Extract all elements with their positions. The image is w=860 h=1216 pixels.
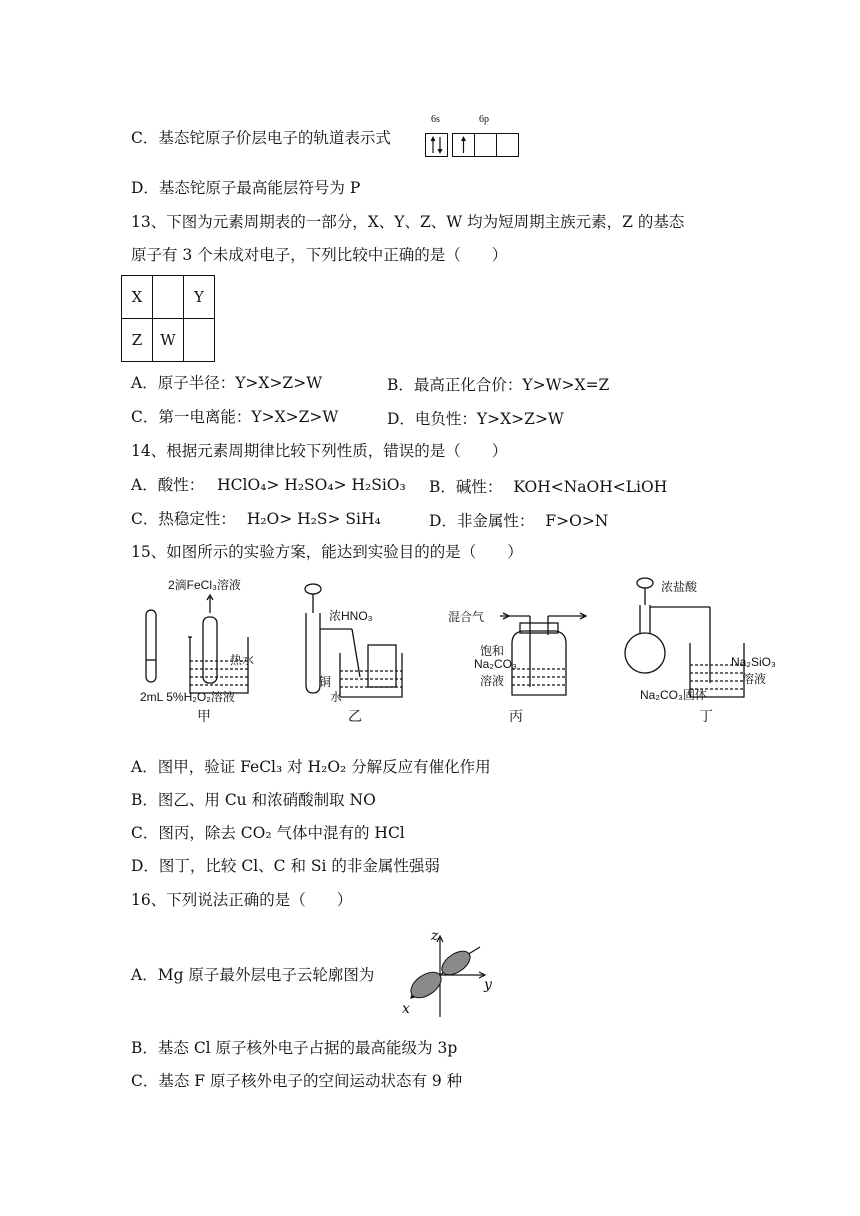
q14-c-label: C．热稳定性：: [131, 510, 236, 528]
fig-bing-sol1: 饱和: [480, 644, 505, 658]
axis-label-z: z: [431, 928, 439, 944]
q14-c-formula: H₂O> H₂S> SiH₄: [246, 510, 381, 528]
q14-option-d: [429, 509, 608, 531]
fig-ding-solid: Na₂CO₃固体: [640, 688, 707, 702]
q14-option-c: [131, 509, 381, 529]
cell-x: X: [122, 276, 153, 319]
cell-w: W: [153, 319, 184, 362]
q13-option-c: C．第一电离能：Y>X>Z>W: [131, 408, 339, 426]
fig-jia-reagent: 2滴FeCl₃溶液: [168, 578, 241, 592]
q14-option-b: [429, 475, 667, 497]
q14-a-label: A．酸性：: [131, 476, 205, 494]
q16-option-c: C．基态 F 原子核外电子的空间运动状态有 9 种: [131, 1072, 463, 1090]
q15-option-b: B．图乙、用 Cu 和浓硝酸制取 NO: [131, 791, 376, 809]
q15-stem: 15、如图所示的实验方案，能达到实验目的的是（ ）: [131, 543, 523, 561]
fig-ding-name: 丁: [699, 708, 713, 724]
fig-jia-hot-water: 热水: [230, 653, 255, 667]
p-orbital-diagram: [398, 925, 498, 1025]
q14-b-formula: KOH<NaOH<LiOH: [513, 478, 668, 496]
q14-a-formula: HClO₄> H₂SO₄> H₂SiO₃: [217, 476, 406, 494]
q14-option-a: [131, 475, 406, 495]
fig-bing-name: 丙: [509, 708, 523, 724]
cell-z: Z: [122, 319, 153, 362]
q13-option-a: A．原子半径：Y>X>Z>W: [131, 374, 323, 392]
q15-option-c: C．图丙，除去 CO₂ 气体中混有的 HCl: [131, 824, 405, 842]
fig-bing-sol3: 溶液: [480, 674, 505, 688]
round-flask-icon: [625, 633, 665, 673]
q15-option-d: D．图丁，比较 Cl、C 和 Si 的非金属性强弱: [131, 857, 440, 875]
fig-yi-name: 乙: [348, 708, 362, 724]
q16-stem: 16、下列说法正确的是（ ）: [131, 891, 353, 909]
fig-jia-tube: 2mL 5%H₂O₂溶液: [140, 690, 235, 704]
q13-stem-line2: 原子有 3 个未成对电子，下列比较中正确的是（ ）: [131, 246, 508, 264]
orbital-label-6s: 6s: [431, 114, 440, 125]
orbital-label-6p: 6p: [479, 114, 489, 125]
q16-option-a: A．Mg 原子最外层电子云轮廓图为: [131, 966, 375, 984]
water-trough-icon: [340, 653, 402, 697]
q14-b-label: B．碱性：: [429, 478, 503, 496]
axis-label-y: y: [484, 977, 492, 993]
q13-stem-line1: 13、下图为元素周期表的一部分，X、Y、Z、W 均为短周期主族元素，Z 的基态: [131, 213, 685, 231]
flask-tube-icon: [306, 613, 320, 693]
q16-option-b: B．基态 Cl 原子核外电子占据的最高能级为 3p: [131, 1039, 458, 1057]
q12-option-c: C．基态铊原子价层电子的轨道表示式: [131, 129, 391, 147]
q15-option-a: A．图甲，验证 FeCl₃ 对 H₂O₂ 分解反应有催化作用: [131, 758, 491, 776]
cell-y: Y: [184, 276, 215, 319]
fig-ding-acid: 浓盐酸: [661, 580, 698, 594]
fig-bing-sol2: Na₂CO₃: [474, 657, 517, 671]
orbital-6p-box: [452, 133, 519, 157]
fig-yi-copper: 铜: [319, 675, 332, 689]
axis-label-x: x: [402, 1001, 410, 1017]
single-electron-arrow: [453, 134, 475, 156]
orbital-6s-box: [425, 133, 448, 157]
fig-jia-name: 甲: [197, 708, 211, 724]
q14-stem: 14、根据元素周期律比较下列性质，错误的是（ ）: [131, 442, 508, 460]
test-tube-icon: [146, 610, 156, 682]
periodic-table-fragment: [121, 275, 215, 362]
fig-bing-gas: 混合气: [448, 610, 485, 624]
paired-electron-arrows: [426, 134, 447, 156]
fig-ding-sol1: Na₂SiO₃: [731, 655, 776, 669]
q14-d-label: D．非金属性：: [429, 512, 535, 530]
q13-option-b: B．最高正化合价：Y>W>X=Z: [387, 376, 610, 394]
fig-yi-acid: 浓HNO₃: [329, 609, 373, 623]
q12-option-d: D．基态铊原子最高能层符号为 P: [131, 179, 361, 197]
fig-ding-sol2: 溶液: [742, 672, 767, 686]
fig-yi-water: 水: [330, 690, 343, 704]
q14-d-formula: F>O>N: [545, 512, 609, 530]
apparatus-figure: [0, 565, 860, 725]
q13-option-d: D．电负性：Y>X>Z>W: [387, 410, 564, 428]
